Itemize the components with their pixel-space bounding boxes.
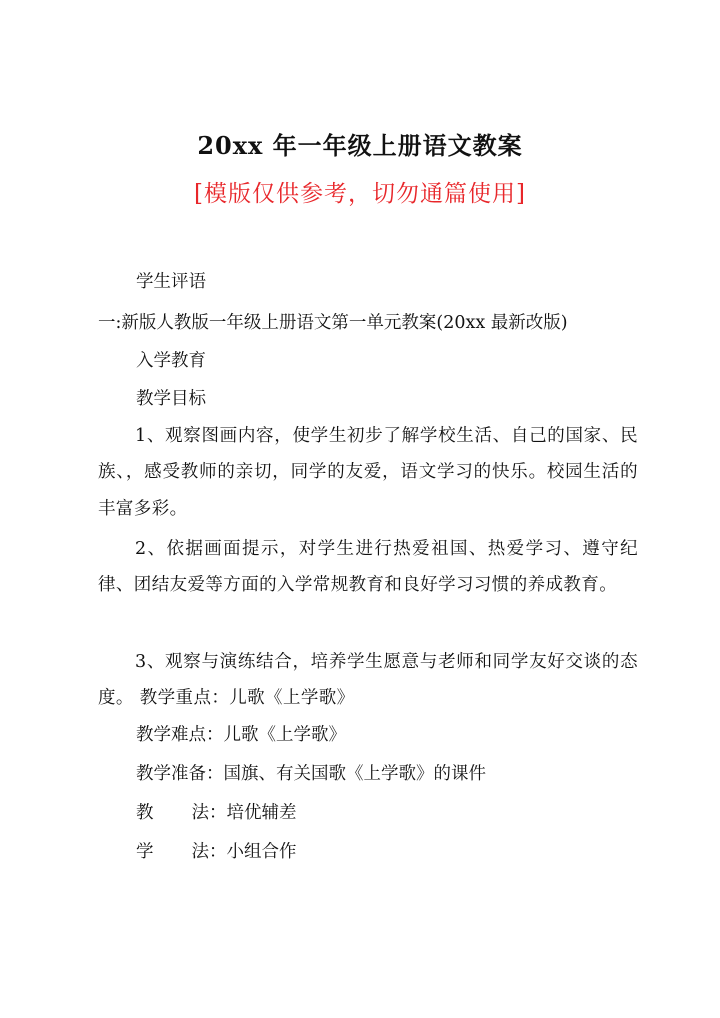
teaching-method [136,799,297,827]
learning-method [136,838,297,866]
teaching-goal-3: 3、观察与演练结合，培养学生愿意与老师和同学友好交谈的态度。 教学重点：儿歌《上学歌》 [98,652,638,709]
document-title: 20xx 年一年级上册语文教案 [197,131,523,160]
student-comment-heading: 学生评语 [136,272,206,292]
learning-method-value: 法：小组合作 [191,842,297,862]
teaching-difficulty: 教学难点：儿歌《上学歌》 [136,725,346,745]
teaching-method-value: 法：培优辅差 [191,803,297,823]
teaching-goal-2: 2、依据画面提示，对学生进行热爱祖国、热爱学习、遵守纪律、团结友爱等方面的入学常规教育和良好学习习惯的养成教育。 [98,539,638,596]
teaching-preparation: 教学准备：国旗、有关国歌《上学歌》的课件 [136,764,486,784]
section-teaching-goals: 教学目标 [136,389,206,409]
section-entry-education: 入学教育 [136,351,206,371]
teaching-goal-1: 1、观察图画内容，使学生初步了解学校生活、自己的国家、民族、，感受教师的亲切，同学的友爱，语文学习的快乐。校园生活的丰富多彩。 [98,426,638,519]
template-notice: [模版仅供参考，切勿通篇使用] [194,181,526,207]
unit-heading: 一:新版人教版一年级上册语文第一单元教案(20xx 最新改版) [98,313,568,333]
learning-method-label: 学 [136,842,154,862]
teaching-method-label: 教 [136,803,154,823]
